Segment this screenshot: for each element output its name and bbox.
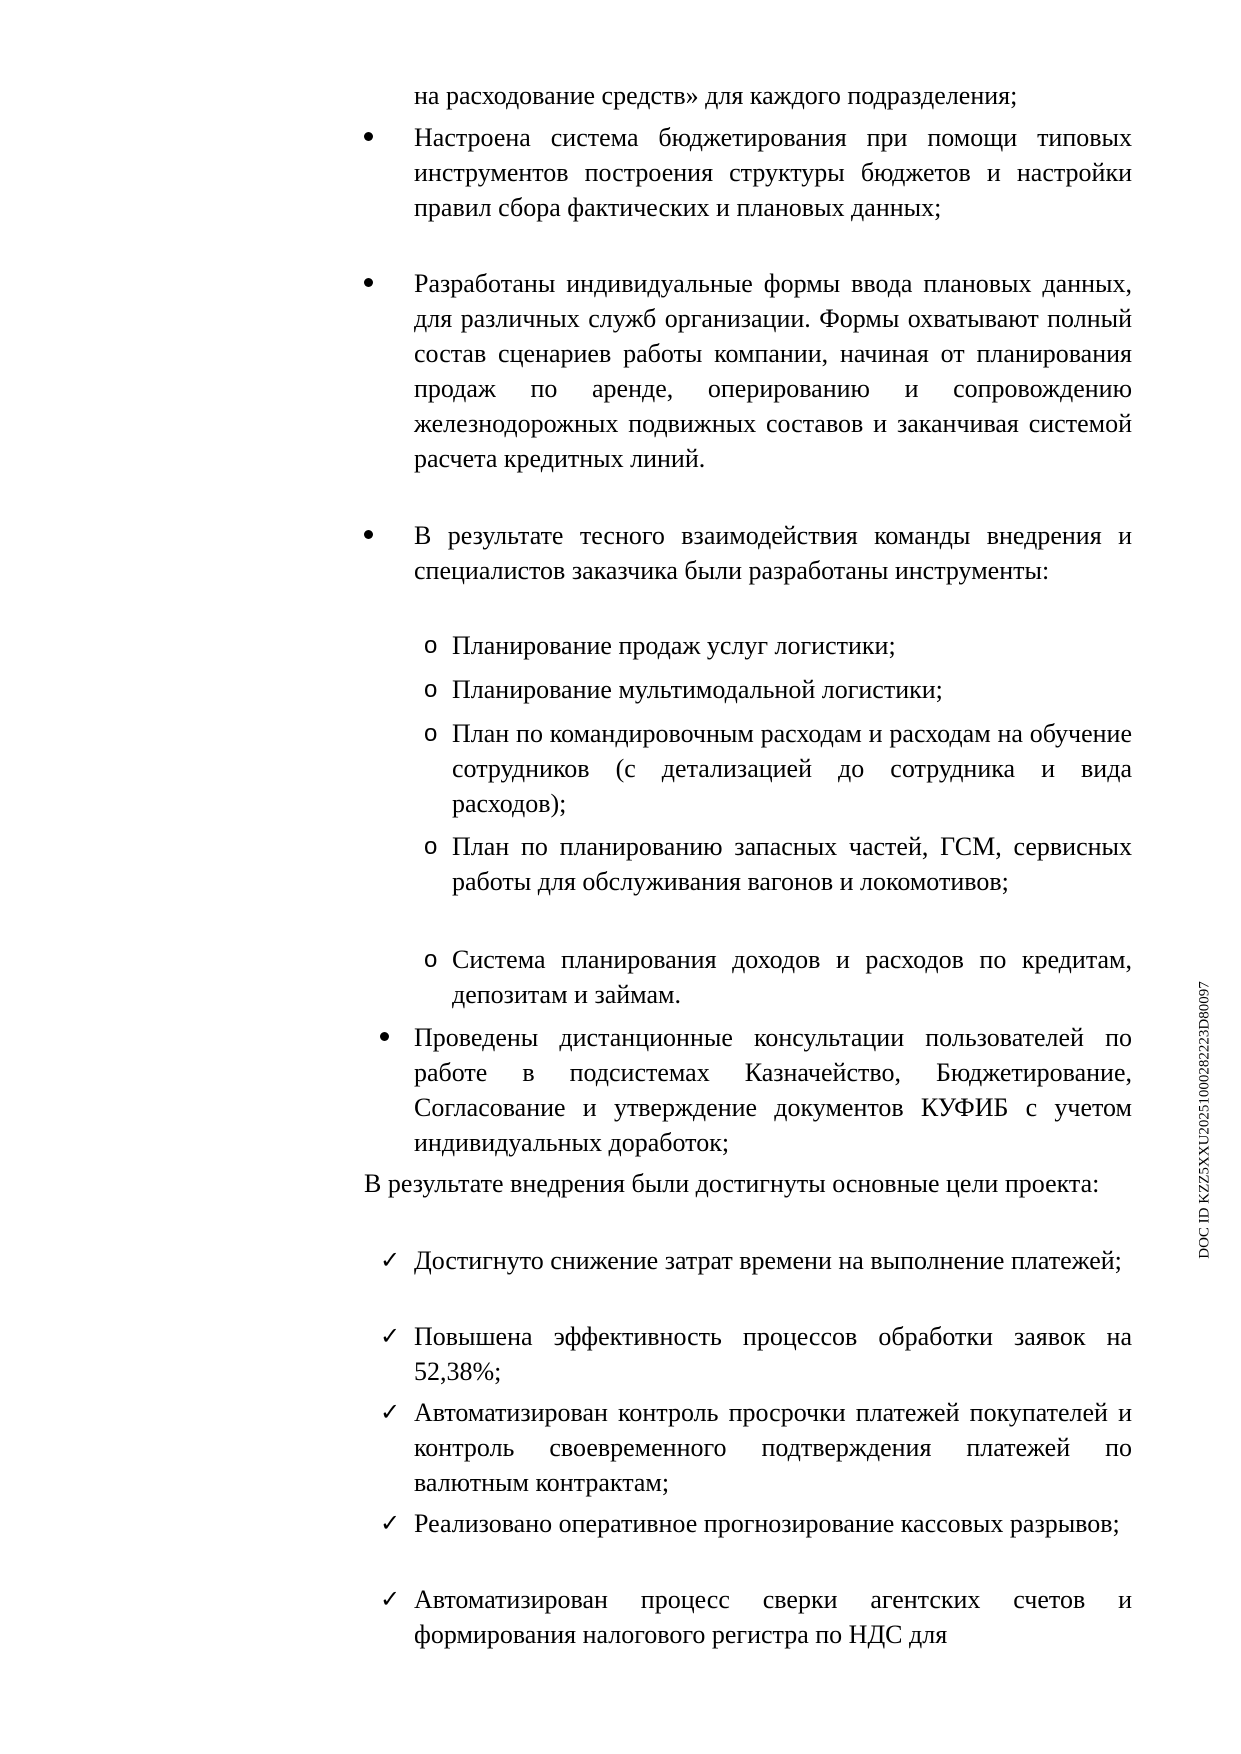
- bullet-item: Проведены дистанционные консультации пользователей по работе в подсистемах Казначейство, Бюджетирование, Согласование и утверждение документов КУФИБ с учетом индивидуальных доработок;: [414, 1023, 1132, 1157]
- check-list-item: Достигнуто снижение затрат времени на выполнение платежей;: [414, 1246, 1122, 1275]
- checkmark-icon: ✓: [380, 1322, 401, 1350]
- bullet-dot-icon: [364, 278, 373, 287]
- checkmark-icon: ✓: [380, 1246, 401, 1274]
- bullet-dot-icon: [380, 1032, 389, 1041]
- sub-bullet-circle-icon: o: [424, 946, 438, 973]
- sub-list-item: План по планированию запасных частей, ГСМ, сервисных работы для обслуживания вагонов и локомотивов;: [452, 832, 1132, 896]
- sub-bullet-circle-icon: o: [424, 720, 438, 747]
- sub-bullet-circle-icon: o: [424, 632, 438, 659]
- check-list-item: Реализовано оперативное прогнозирование кассовых разрывов;: [414, 1509, 1120, 1538]
- sub-list-item: Планирование мультимодальной логистики;: [452, 675, 943, 704]
- check-list-item: Автоматизирован контроль просрочки платежей покупателей и контроль своевременного подтверждения платежей по валютным контрактам;: [414, 1398, 1132, 1497]
- checkmark-icon: ✓: [380, 1509, 401, 1537]
- bullet-item: В результате тесного взаимодействия команды внедрения и специалистов заказчика были разработаны инструменты:: [414, 521, 1132, 585]
- check-list-item: Автоматизирован процесс сверки агентских счетов и формирования налогового регистра по НДС для: [414, 1585, 1132, 1649]
- sub-list-item: Планирование продаж услуг логистики;: [452, 631, 896, 660]
- check-list-item: Повышена эффективность процессов обработки заявок на 52,38%;: [414, 1322, 1132, 1386]
- checkmark-icon: ✓: [380, 1398, 401, 1426]
- sub-list-item: План по командировочным расходам и расходам на обучение сотрудников (с детализацией до сотрудника и вида расходов);: [452, 719, 1132, 818]
- bullet-item: Настроена система бюджетирования при помощи типовых инструментов построения структуры бюджетов и настройки правил сбора фактических и плановых данных;: [414, 123, 1132, 222]
- doc-id-label: DOC ID KZZ5XXU20251000282223D80097: [1196, 981, 1213, 1259]
- continuation-text: на расходование средств» для каждого подразделения;: [414, 81, 1018, 110]
- body-paragraph: В результате внедрения были достигнуты основные цели проекта:: [364, 1169, 1100, 1198]
- checkmark-icon: ✓: [380, 1585, 401, 1613]
- bullet-dot-icon: [364, 530, 373, 539]
- bullet-dot-icon: [364, 132, 373, 141]
- sub-list-item: Система планирования доходов и расходов по кредитам, депозитам и займам.: [452, 945, 1132, 1009]
- sub-bullet-circle-icon: o: [424, 676, 438, 703]
- bullet-item: Разработаны индивидуальные формы ввода плановых данных, для различных служб организации. Формы охватывают полный состав сценариев работы компании, начиная от планирования продаж по аренде, оперированию и сопровождению железнодорожных подвижных составов и заканчивая системой расчета кредитных линий.: [414, 269, 1132, 473]
- sub-bullet-circle-icon: o: [424, 833, 438, 860]
